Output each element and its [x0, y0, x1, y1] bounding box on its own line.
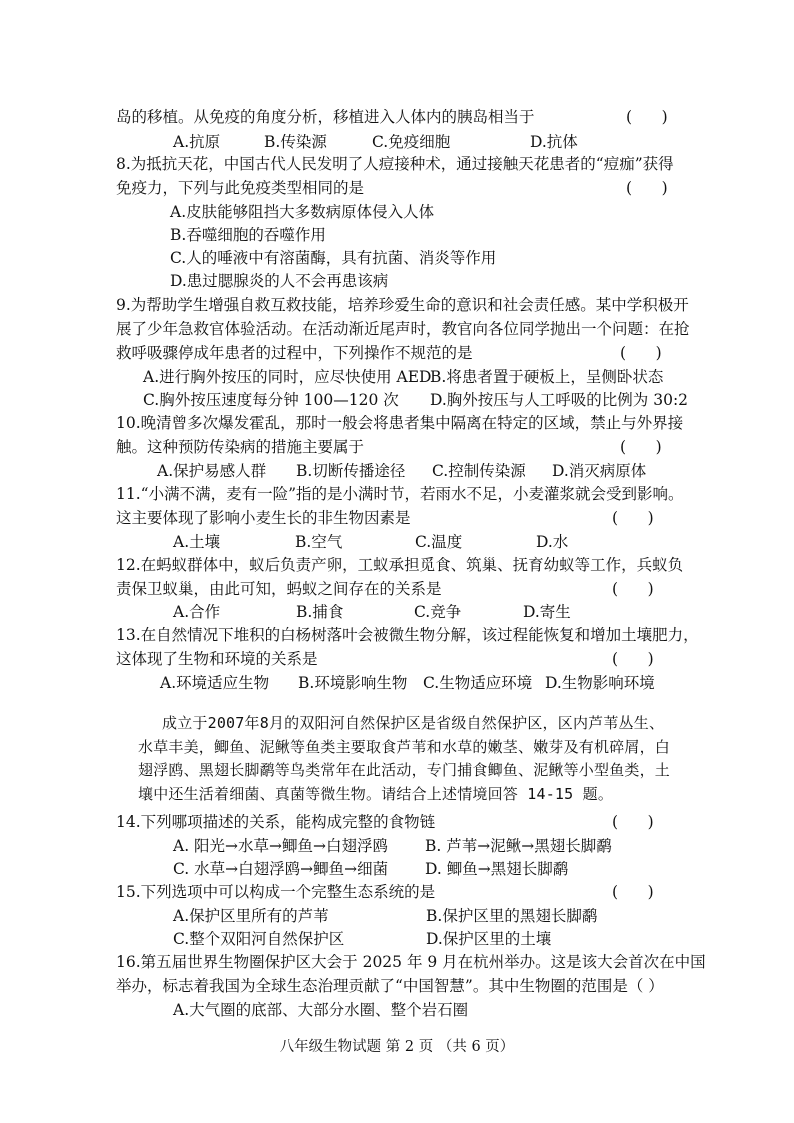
q16-option-a: A.大气圈的底部、大部分水圈、整个岩石圈	[173, 1001, 469, 1019]
q9-stem-line1: 9.为帮助学生增强自救互救技能，培养珍爱生命的意识和社会责任感。某中学积极开	[116, 296, 689, 314]
q12-option-c: C.竞争	[414, 603, 462, 621]
q12-option-b: B.捕食	[296, 603, 344, 621]
q15-option-c: C.整个双阳河自然保护区	[173, 930, 345, 948]
q13-stem-line2: 这体现了生物和环境的关系是	[116, 650, 318, 668]
q12-option-a: A.合作	[173, 603, 221, 621]
scenario-passage: 成立于2007年8月的双阳河自然保护区是省级自然保护区，区内芦苇丛生、水草丰美，鲫鱼、泥鳅等鱼类主要取食芦苇和水草的嫩茎、嫩芽及有机碎屑，白翅浮鸥、黑翅长脚鹬等鸟类常年在此活动，专门捕食鲫鱼、泥鳅等小型鱼类，土壤中还生活着细菌、真菌等微生物。请结合上述情境回答 14-15 题。	[138, 714, 671, 803]
q13-option-c: C.生物适应环境	[423, 674, 533, 692]
q8-option-c: C.人的唾液中有溶菌酶，具有抗菌、消炎等作用	[170, 249, 497, 267]
q7-answer-bracket[interactable]: ( )	[626, 108, 668, 126]
q10-stem-line1: 10.晚清曾多次爆发霍乱，那时一般会将患者集中隔离在特定的区域，禁止与外界接	[116, 414, 684, 432]
q12-stem-line2: 责保卫蚁巢，由此可知，蚂蚁之间存在的关系是	[116, 580, 442, 598]
q14-stem: 14.下列哪项描述的关系，能构成完整的食物链	[116, 813, 436, 831]
q9-option-d: D.胸外按压与人工呼吸的比例为 30:2	[430, 391, 689, 409]
q9-stem-line3: 救呼吸骤停成年患者的过程中，下列操作不规范的是	[116, 344, 473, 362]
q15-option-a: A.保护区里所有的芦苇	[173, 907, 329, 925]
q7-option-a: A.抗原	[173, 133, 221, 151]
q14-option-d: D. 鲫鱼→黑翅长脚鹬	[425, 860, 569, 878]
q15-option-b: B.保护区里的黑翅长脚鹬	[426, 907, 598, 925]
q13-option-d: D.生物影响环境	[545, 674, 655, 692]
q9-answer-bracket[interactable]: ( )	[620, 344, 662, 362]
q8-stem-line1: 8.为抵抗天花，中国古代人民发明了人痘接种术，通过接触天花患者的“痘痂”获得	[116, 155, 674, 173]
q12-option-d: D.寄生	[523, 603, 571, 621]
q8-option-d: D.患过腮腺炎的人不会再患该病	[170, 272, 389, 290]
page-footer: 八年级生物试题 第 2 页 （共 6 页）	[279, 1039, 515, 1055]
q11-option-b: B.空气	[295, 533, 343, 551]
q16-stem-line1: 16.第五届世界生物圈保护区大会于 2025 年 9 月在杭州举办。这是该大会首次在中国	[116, 953, 706, 971]
q10-option-c: C.控制传染源	[432, 462, 526, 480]
q10-stem-line2: 触。这种预防传染病的措施主要属于	[116, 438, 365, 456]
q11-option-d: D.水	[536, 533, 569, 551]
q13-answer-bracket[interactable]: ( )	[612, 650, 654, 668]
q13-option-b: B.环境影响生物	[298, 674, 408, 692]
q7-option-c: C.免疫细胞	[372, 133, 451, 151]
q11-option-c: C.温度	[415, 533, 463, 551]
q7-stem-tail: 岛的移植。从免疫的角度分析，移植进入人体内的胰岛相当于	[116, 108, 535, 126]
q8-stem-line2: 免疫力，下列与此免疫类型相同的是	[116, 179, 365, 197]
q15-option-d: D.保护区里的土壤	[426, 930, 552, 948]
q9-option-b: B.将患者置于硬板上，呈侧卧状态	[430, 368, 664, 386]
q11-stem-line1: 11.“小满不满，麦有一险”指的是小满时节，若雨水不足，小麦灌浆就会受到影响。	[116, 485, 684, 503]
q12-answer-bracket[interactable]: ( )	[612, 580, 654, 598]
q9-option-a: A.进行胸外按压的同时，应尽快使用 AED	[143, 368, 432, 386]
q15-answer-bracket[interactable]: ( )	[612, 883, 654, 901]
q7-option-d: D.抗体	[530, 133, 578, 151]
q11-option-a: A.土壤	[173, 533, 221, 551]
q12-stem-line1: 12.在蚂蚁群体中，蚁后负责产卵，工蚁承担觅食、筑巢、抚育幼蚁等工作，兵蚁负	[116, 556, 684, 574]
q10-option-d: D.消灭病原体	[552, 462, 647, 480]
q14-option-c: C. 水草→白翅浮鸥→鲫鱼→细菌	[173, 860, 389, 878]
q14-answer-bracket[interactable]: ( )	[612, 813, 654, 831]
q9-option-c: C.胸外按压速度每分钟 100—120 次	[143, 391, 399, 409]
q13-option-a: A.环境适应生物	[160, 674, 270, 692]
q11-answer-bracket[interactable]: ( )	[612, 509, 654, 527]
q7-option-b: B.传染源	[264, 133, 327, 151]
q8-option-a: A.皮肤能够阻挡大多数病原体侵入人体	[170, 203, 435, 221]
q13-stem-line1: 13.在自然情况下堆积的白杨树落叶会被微生物分解，该过程能恢复和增加土壤肥力，	[116, 626, 699, 644]
q10-answer-bracket[interactable]: ( )	[620, 438, 662, 456]
q10-option-b: B.切断传播途径	[296, 462, 406, 480]
q14-option-b: B. 芦苇→泥鳅→黑翅长脚鹬	[425, 837, 612, 855]
q16-stem-line2: 举办，标志着我国为全球生态治理贡献了“中国智慧”。其中生物圈的范围是（ ）	[116, 977, 664, 995]
q8-answer-bracket[interactable]: ( )	[626, 179, 668, 197]
q15-stem: 15.下列选项中可以构成一个完整生态系统的是	[116, 883, 436, 901]
q10-option-a: A.保护易感人群	[157, 462, 267, 480]
q11-stem-line2: 这主要体现了影响小麦生长的非生物因素是	[116, 509, 411, 527]
q9-stem-line2: 展了少年急救官体验活动。在活动渐近尾声时，教官向各位同学抛出一个问题：在抢	[116, 320, 690, 338]
q14-option-a: A. 阳光→水草→鲫鱼→白翅浮鸥	[173, 837, 389, 855]
q8-option-b: B.吞噬细胞的吞噬作用	[170, 226, 326, 244]
